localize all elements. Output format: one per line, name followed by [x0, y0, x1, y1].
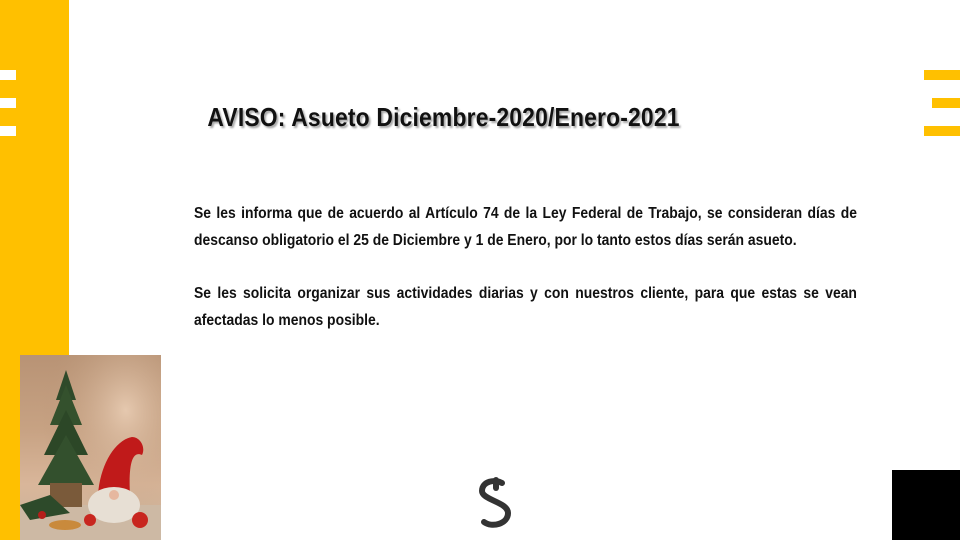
left-stripe: [0, 70, 16, 80]
right-stripe: [932, 98, 960, 108]
notice-paragraph-2: Se les solicita organizar sus actividades diarias y con nuestros cliente, para que estas se vean afectadas lo menos posible.: [194, 285, 857, 329]
s-logo-icon: [472, 476, 518, 530]
notice-title: AVISO: Asueto Diciembre-2020/Enero-2021: [207, 102, 680, 132]
corner-black-block: [892, 470, 960, 540]
christmas-photo: [20, 355, 161, 540]
christmas-tree-gnome-photo: [20, 355, 161, 540]
right-stripes-decoration: [924, 70, 960, 154]
notice-body: [194, 200, 857, 334]
notice-paragraph-1: Se les informa que de acuerdo al Artículo 74 de la Ley Federal de Trabajo, se consideran días de descanso obligatorio el 25 de Diciembre y 1 de Enero, por lo tanto estos días serán asueto.: [194, 205, 857, 249]
right-stripe: [924, 70, 960, 80]
right-stripe: [924, 126, 960, 136]
